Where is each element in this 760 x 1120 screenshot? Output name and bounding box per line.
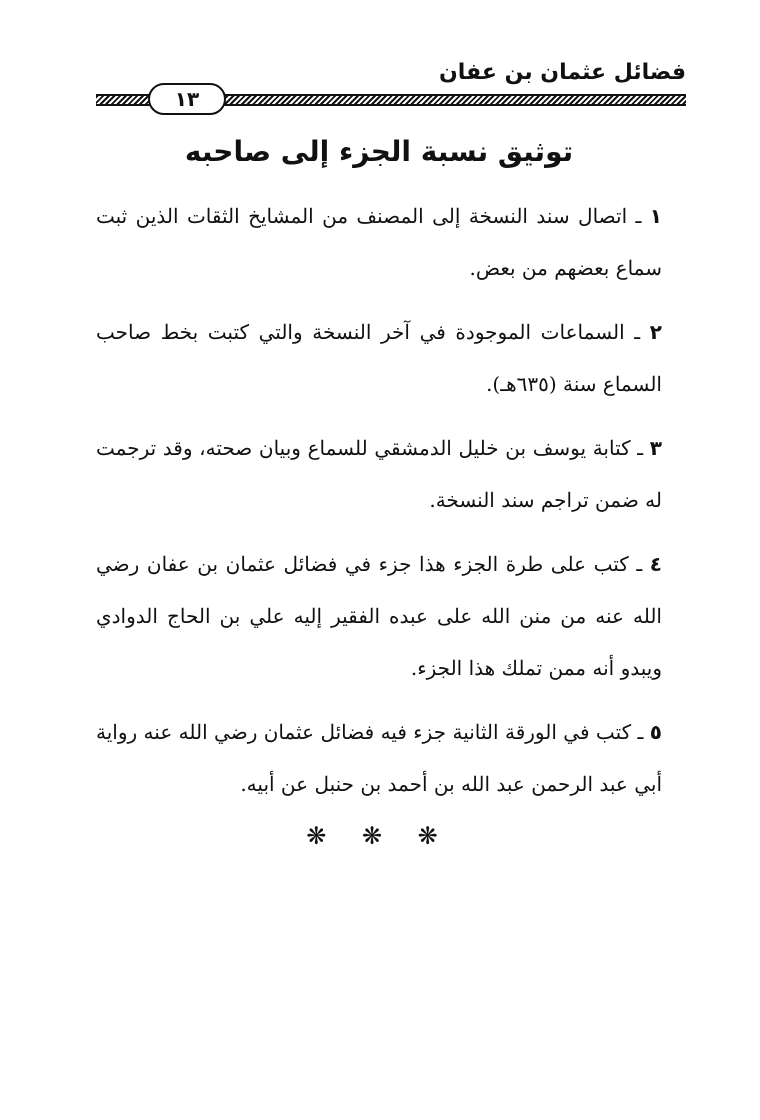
item-number: ٣	[649, 436, 663, 460]
list-item: ٤ ـ كتب على طرة الجزء هذا جزء في فضائل عثمان بن عفان رضي الله عنه من منن الله على عبده الفقير إليه علي بن الحاج الدوادي ويبدو أنه ممن تملك هذا الجزء.	[96, 552, 663, 680]
list-item: ١ ـ اتصال سند النسخة إلى المصنف من المشايخ الثقات الذين ثبت سماع بعضهم من بعض.	[96, 204, 662, 280]
item-text: كتب في الورقة الثانية جزء فيه فضائل عثمان رضي الله عنه رواية أبي عبد الرحمن عبد الله بن أحمد بن حنبل عن أبيه.	[96, 720, 662, 796]
item-number: ٢	[649, 320, 662, 344]
item-text: اتصال سند النسخة إلى المصنف من المشايخ الثقات الذين ثبت سماع بعضهم من بعض.	[96, 204, 662, 280]
section-end-ornament: ❋ ❋ ❋	[306, 822, 452, 850]
running-title: فضائل عثمان بن عفان	[439, 60, 686, 85]
page-header	[96, 58, 686, 111]
page-number: ١٣	[148, 83, 226, 115]
list-item: ٢ ـ السماعات الموجودة في آخر النسخة والتي كتبت بخط صاحب السماع سنة (٦٣٥هـ).	[96, 320, 662, 396]
section-heading: توثيق نسبة الجزء إلى صاحبه	[184, 135, 574, 168]
item-number: ٤	[649, 552, 663, 576]
list-item: ٣ ـ كتابة يوسف بن خليل الدمشقي للسماع وبيان صحته، وقد ترجمت له ضمن تراجم سند النسخة.	[96, 436, 663, 512]
list-item: ٥ ـ كتب في الورقة الثانية جزء فيه فضائل عثمان رضي الله عنه رواية أبي عبد الرحمن عبد الله بن أحمد بن حنبل عن أبيه.	[96, 720, 662, 796]
item-number: ١	[649, 204, 662, 228]
numbered-list	[96, 190, 662, 822]
item-text: كتابة يوسف بن خليل الدمشقي للسماع وبيان صحته، وقد ترجمت له ضمن تراجم سند النسخة.	[96, 436, 662, 512]
item-number: ٥	[649, 720, 662, 744]
item-text: كتب على طرة الجزء هذا جزء في فضائل عثمان بن عفان رضي الله عنه من منن الله على عبده الفقير إليه علي بن الحاج الدوادي ويبدو أنه ممن تملك هذا الجزء.	[96, 552, 662, 680]
item-text: السماعات الموجودة في آخر النسخة والتي كتبت بخط صاحب السماع سنة (٦٣٥هـ).	[96, 320, 662, 396]
